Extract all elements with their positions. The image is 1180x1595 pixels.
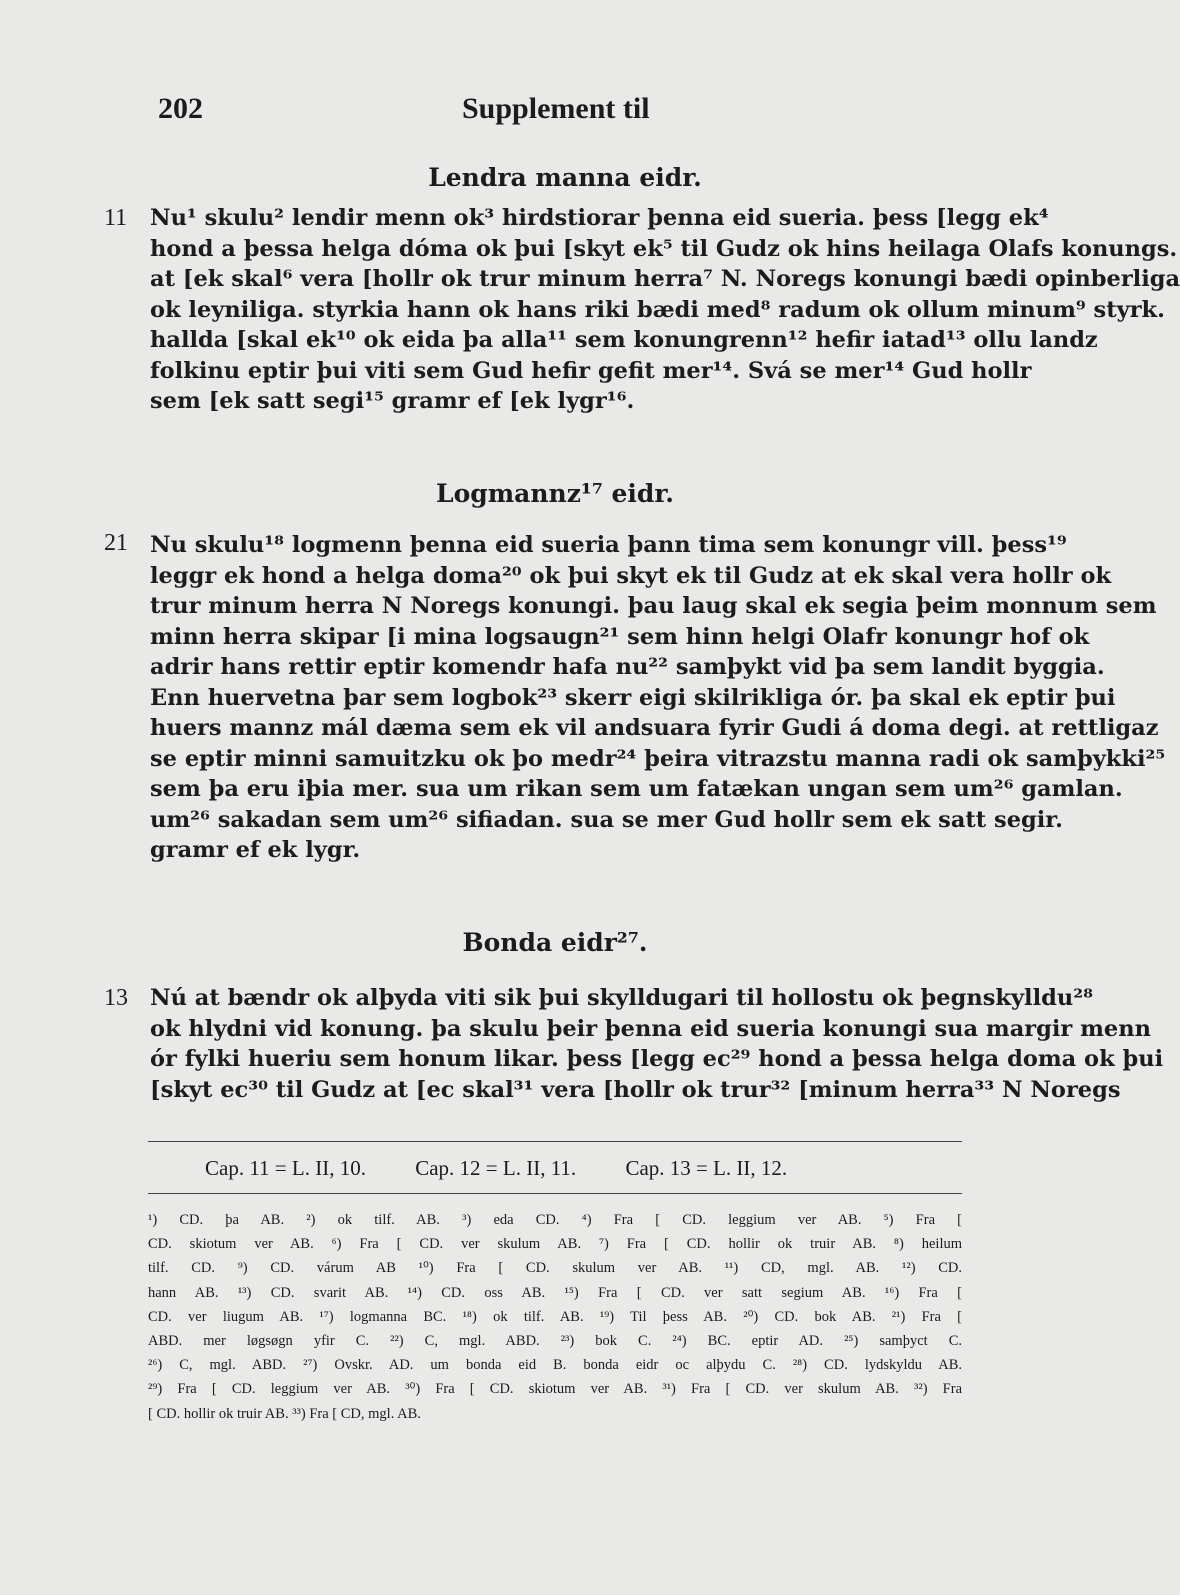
footnotes — [148, 1208, 962, 1426]
text-line: hond a þessa helga dóma ok þui [skyt ek⁵ til Gudz ok hins heilaga Olafs konungs. — [150, 235, 1178, 262]
text-line: Enn huervetna þar sem logbok²³ skerr eigi skilrikliga ór. þa skal ek eptir þui — [150, 684, 1116, 711]
chapter-ref: Cap. 13 = L. II, 12. — [625, 1156, 788, 1180]
text-line: gramr ef ek lygr. — [150, 837, 361, 863]
footnote-line: tilf. CD. ⁹) CD. várum AB ¹⁰) Fra [ CD. skulum ver AB. ¹¹) CD, mgl. AB. ¹²) CD. — [148, 1260, 962, 1277]
page-number: 202 — [158, 92, 203, 125]
text-line: trur minum herra N Noregs konungi. þau laug skal ek segia þeim monnum sem — [150, 593, 1157, 619]
text-line: hallda [skal ek¹⁰ ok eida þa alla¹¹ sem konungrenn¹² hefir iatad¹³ ollu landz — [150, 327, 1098, 353]
divider — [148, 1141, 962, 1142]
chapter-references — [205, 1156, 831, 1181]
text-line: ór fylki hueriu sem honum likar. þess [legg ec²⁹ hond a þessa helga doma ok þui — [150, 1046, 1164, 1072]
text-line: huers mannz mál dæma sem ek vil andsuara fyrir Gudi á doma degi. at rettligaz — [150, 715, 1159, 741]
footnote-line: ²⁹) Fra [ CD. leggium ver AB. ³⁰) Fra [ CD. skiotum ver AB. ³¹) Fra [ CD. ver skulum AB. ³²) Fra — [148, 1381, 962, 1398]
text-line: se eptir minni samuitzku ok þo medr²⁴ þeira vitrazstu manna radi ok samþykki²⁵ — [150, 745, 1166, 772]
footnote-line: ABD. mer løgsøgn yfir C. ²²) C, mgl. ABD. ²³) bok C. ²⁴) BC. eptir AD. ²⁵) samþyct C. — [148, 1333, 962, 1350]
footnote-line: CD. ver liugum AB. ¹⁷) logmanna BC. ¹⁸) ok tilf. AB. ¹⁹) Til þess AB. ²⁰) CD. bok AB. ²¹) Fra [ — [148, 1308, 962, 1325]
section-title: Lendra manna eidr. — [428, 163, 702, 192]
margin-number: 11 — [104, 205, 128, 231]
text-line: folkinu eptir þui viti sem Gud hefir gefit mer¹⁴. Svá se mer¹⁴ Gud hollr — [150, 357, 1032, 384]
text-line: [skyt ec³⁰ til Gudz at [ec skal³¹ vera [hollr ok trur³² [minum herra³³ N Noregs — [150, 1076, 1121, 1103]
text-line: Nu¹ skulu² lendir menn ok³ hirdstiorar þenna eid sueria. þess [legg ek⁴ — [150, 205, 1049, 231]
section-text — [150, 203, 1180, 417]
text-line: leggr ek hond a helga doma²⁰ ok þui skyt ek til Gudz at ek skal vera hollr ok — [150, 562, 1112, 589]
text-line: Nú at bændr ok alþyda viti sik þui skylldugari til hollostu ok þegnskylldu²⁸ — [150, 985, 1093, 1011]
text-line: minn herra skipar [i mina logsaugn²¹ sem hinn helgi Olafr konungr hof ok — [150, 623, 1090, 650]
text-line: ok hlydni vid konung. þa skulu þeir þenna eid sueria konungi sua margir menn — [150, 1015, 1151, 1042]
text-line: sem [ek satt segi¹⁵ gramr ef [ek lygr¹⁶. — [150, 388, 635, 414]
section-title: Logmannz¹⁷ eidr. — [435, 479, 674, 508]
text-line: Nu skulu¹⁸ logmenn þenna eid sueria þann tima sem konungr vill. þess¹⁹ — [150, 532, 1067, 558]
footnote-line: ²⁶) C, mgl. ABD. ²⁷) Ovskr. AD. um bonda eid B. bonda eidr oc alþydu C. ²⁸) CD. lydskyldu AB. — [148, 1357, 962, 1374]
margin-number: 13 — [104, 985, 128, 1011]
footnote-line: ¹) CD. þa AB. ²) ok tilf. AB. ³) eda CD. ⁴) Fra [ CD. leggium ver AB. ⁵) Fra [ — [148, 1212, 962, 1228]
divider — [148, 1193, 962, 1194]
text-line: ok leyniliga. styrkia hann ok hans riki bædi med⁸ radum ok ollum minum⁹ styrk. — [150, 296, 1165, 323]
chapter-ref: Cap. 11 = L. II, 10. — [205, 1156, 366, 1180]
chapter-ref: Cap. 12 = L. II, 11. — [415, 1156, 577, 1180]
footnote-line: [ CD. hollir ok truir AB. ³³) Fra [ CD, mgl. AB. — [148, 1405, 421, 1422]
margin-number: 21 — [104, 530, 128, 556]
footnote-line: CD. skiotum ver AB. ⁶) Fra [ CD. ver skulum AB. ⁷) Fra [ CD. hollir ok truir AB. ⁸) heilum — [148, 1236, 962, 1253]
footnote-line: hann AB. ¹³) CD. svarit AB. ¹⁴) CD. oss AB. ¹⁵) Fra [ CD. ver satt segium AB. ¹⁶) Fra [ — [148, 1284, 962, 1301]
text-line: at [ek skal⁶ vera [hollr ok trur minum herra⁷ N. Noregs konungi bædi opinberliga — [150, 266, 1180, 292]
text-line: um²⁶ sakadan sem um²⁶ sifiadan. sua se mer Gud hollr sem ek satt segir. — [150, 806, 1063, 833]
running-title: Supplement til — [462, 92, 650, 125]
text-line: adrir hans rettir eptir komendr hafa nu²² samþykt vid þa sem landit byggia. — [150, 654, 1105, 680]
section-title: Bonda eidr²⁷. — [462, 928, 648, 957]
section-text — [150, 530, 1166, 866]
section-text — [150, 983, 1164, 1105]
text-line: sem þa eru iþia mer. sua um rikan sem um fatækan ungan sem um²⁶ gamlan. — [150, 776, 1123, 802]
